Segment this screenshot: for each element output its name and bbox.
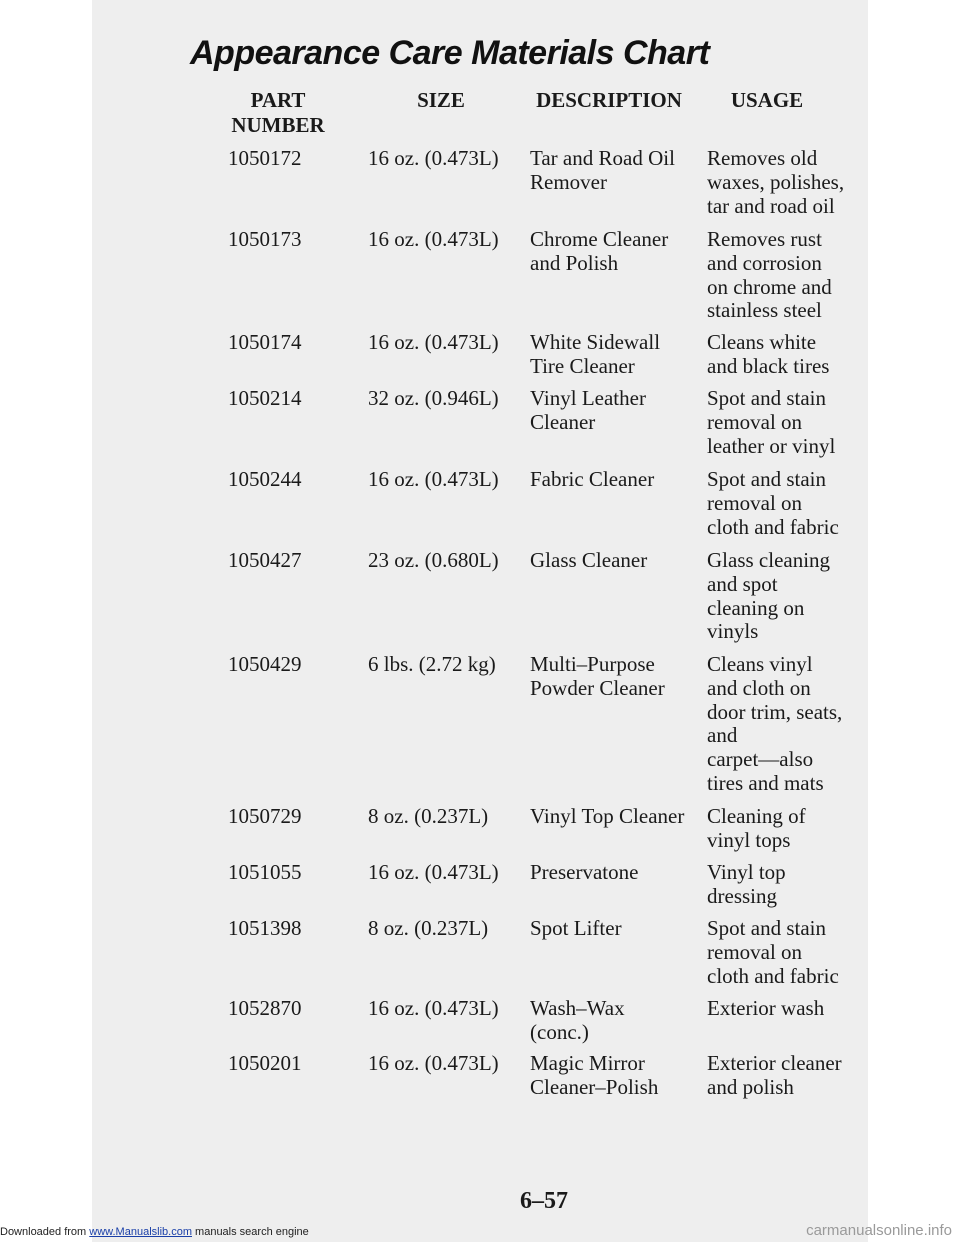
part-description: Fabric Cleaner <box>530 467 655 491</box>
part-number: 1051398 <box>228 916 302 940</box>
part-usage: vinyls <box>707 619 759 644</box>
part-number: 1050174 <box>228 330 302 354</box>
part-usage: Cleans white <box>707 330 817 354</box>
part-size: 8 oz. (0.237L) <box>368 804 489 828</box>
part-usage: and <box>707 723 738 748</box>
part-usage: removal on <box>707 490 803 515</box>
part-usage: removal on <box>707 939 803 964</box>
header-part-line1: PART <box>250 88 306 112</box>
part-size: 8 oz. (0.237L) <box>368 916 489 940</box>
part-usage: dressing <box>707 883 777 908</box>
part-number: 1050172 <box>228 146 302 170</box>
page-number: 6–57 <box>520 1188 568 1214</box>
part-description: Cleaner <box>530 409 596 434</box>
part-number: 1050429 <box>228 652 302 676</box>
page-title: Appearance Care Materials Chart <box>190 34 710 72</box>
part-description: Powder Cleaner <box>530 675 665 700</box>
part-description: Tire Cleaner <box>530 353 635 378</box>
part-usage: Spot and stain <box>707 916 826 940</box>
header-part-number <box>218 88 338 138</box>
part-usage: removal on <box>707 409 803 434</box>
part-description: Spot Lifter <box>530 916 622 940</box>
part-usage: and cloth on <box>707 675 811 700</box>
part-size: 23 oz. (0.680L) <box>368 548 499 572</box>
part-description: Multi–Purpose <box>530 652 655 676</box>
header-usage: USAGE <box>730 88 804 112</box>
part-usage: carpet—also <box>707 747 814 772</box>
part-usage: Exterior wash <box>707 996 825 1020</box>
header-size: SIZE <box>417 88 465 112</box>
part-usage: and polish <box>707 1074 794 1099</box>
download-footer <box>0 1226 309 1238</box>
part-usage: Vinyl top <box>707 860 786 884</box>
watermark: carmanualsonline.info <box>806 1222 952 1239</box>
part-usage: Cleans vinyl <box>707 652 813 676</box>
part-usage: cleaning on <box>707 595 805 620</box>
part-usage: tires and mats <box>707 771 824 795</box>
part-number: 1050214 <box>228 386 302 410</box>
part-description: Wash–Wax <box>530 996 625 1020</box>
part-usage: and corrosion <box>707 250 822 275</box>
part-description: Cleaner–Polish <box>530 1074 659 1099</box>
part-usage: Spot and stain <box>707 386 826 410</box>
part-description: Glass Cleaner <box>530 548 648 572</box>
part-usage: stainless steel <box>707 298 822 323</box>
part-usage: door trim, seats, <box>707 699 843 724</box>
part-usage: leather or vinyl <box>707 433 836 458</box>
part-usage: Cleaning of <box>707 804 806 828</box>
header-part-line2: NUMBER <box>231 113 325 137</box>
part-usage: on chrome and <box>707 274 832 299</box>
part-description: Chrome Cleaner <box>530 227 669 251</box>
part-description: Vinyl Leather <box>530 386 646 410</box>
part-usage: cloth and fabric <box>707 514 839 539</box>
part-number: 1050729 <box>228 804 302 828</box>
part-size: 16 oz. (0.473L) <box>368 1051 499 1075</box>
part-usage: vinyl tops <box>707 827 791 852</box>
part-size: 16 oz. (0.473L) <box>368 330 499 354</box>
part-size: 16 oz. (0.473L) <box>368 227 499 251</box>
part-usage: cloth and fabric <box>707 963 839 988</box>
part-usage: and black tires <box>707 353 830 378</box>
part-usage: Exterior cleaner <box>707 1051 842 1075</box>
part-usage: Removes old <box>707 146 818 170</box>
part-number: 1050173 <box>228 227 302 251</box>
part-number: 1050427 <box>228 548 302 572</box>
part-size: 16 oz. (0.473L) <box>368 860 499 884</box>
part-description: Remover <box>530 169 607 194</box>
part-description: Tar and Road Oil <box>530 146 675 170</box>
footer-prefix: Downloaded from <box>0 1226 90 1238</box>
part-number: 1052870 <box>228 996 302 1020</box>
footer-suffix: manuals search engine <box>191 1226 309 1238</box>
part-usage: and spot <box>707 571 778 596</box>
part-size: 16 oz. (0.473L) <box>368 146 499 170</box>
part-number: 1051055 <box>228 860 302 884</box>
part-description: Magic Mirror <box>530 1051 645 1075</box>
part-size: 6 lbs. (2.72 kg) <box>368 652 496 676</box>
part-size: 16 oz. (0.473L) <box>368 467 499 491</box>
part-description: Preservatone <box>530 860 639 884</box>
part-usage: tar and road oil <box>707 193 835 218</box>
part-usage: Spot and stain <box>707 467 826 491</box>
header-description: DESCRIPTION <box>536 88 682 112</box>
part-size: 32 oz. (0.946L) <box>368 386 499 410</box>
part-size: 16 oz. (0.473L) <box>368 996 499 1020</box>
part-number: 1050244 <box>228 467 302 491</box>
part-description: White Sidewall <box>530 330 661 354</box>
part-description: (conc.) <box>530 1019 589 1044</box>
footer-link[interactable]: www.Manualslib.com <box>89 1226 192 1238</box>
part-description: Vinyl Top Cleaner <box>530 804 685 828</box>
part-usage: waxes, polishes, <box>707 169 845 194</box>
part-description: and Polish <box>530 250 619 275</box>
part-usage: Glass cleaning <box>707 548 831 572</box>
part-number: 1050201 <box>228 1051 302 1075</box>
part-usage: Removes rust <box>707 227 822 251</box>
